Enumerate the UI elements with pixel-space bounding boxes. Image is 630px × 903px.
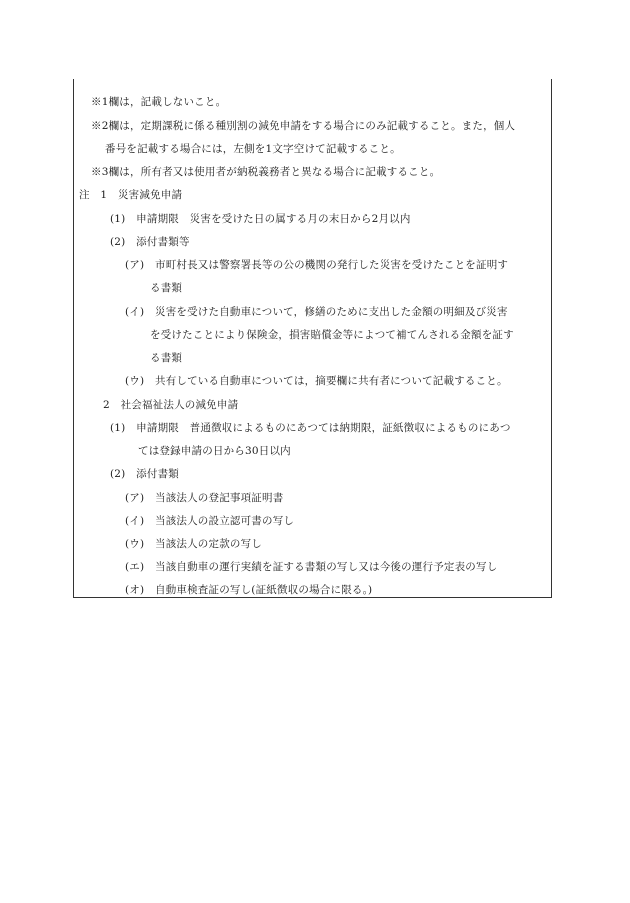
remark-3: ※3欄は，所有者又は使用者が納税義務者と異なる場合に記載すること。 <box>91 166 441 178</box>
note-2-period-line-1: (1) 申請期限 普通徴収によるものにあつては納期限，証紙徴収によるものにあつ <box>110 422 511 434</box>
note-1-heading: 注 1 災害減免申請 <box>79 189 183 201</box>
note-1-docs-heading: (2) 添付書類等 <box>110 236 190 248</box>
note-1-item-a-line-2: る書類 <box>150 282 183 294</box>
note-2-heading: 2 社会福祉法人の減免申請 <box>103 399 239 411</box>
note-2-item-a: (ア) 当該法人の登記事項証明書 <box>125 492 284 504</box>
note-1-item-i-line-1: (イ) 災害を受けた自動車について，修繕のために支出した金額の明細及び災害 <box>125 306 508 318</box>
note-2-docs-heading: (2) 添付書類 <box>110 468 179 480</box>
note-1-item-i-line-2: を受けたことにより保険金，損害賠償金等によつて補てんされる金額を証す <box>150 329 514 341</box>
note-1-period: (1) 申請期限 災害を受けた日の属する月の末日から2月以内 <box>110 213 411 225</box>
remark-2-line-1: ※2欄は，定期課税に係る種別割の減免申請をする場合にのみ記載すること。また，個人 <box>91 120 516 132</box>
note-2-item-e: (エ) 当該自動車の運行実績を証する書類の写し又は今後の運行予定表の写し <box>125 561 498 573</box>
note-2-item-o: (オ) 自動車検査証の写し(証紙徴収の場合に限る。) <box>125 584 373 596</box>
note-1-item-u: (ウ) 共有している自動車については，摘要欄に共有者について記載すること。 <box>125 375 508 387</box>
note-2-item-i: (イ) 当該法人の設立認可書の写し <box>125 515 295 527</box>
note-1-item-i-line-3: る書類 <box>150 352 183 364</box>
note-2-item-u: (ウ) 当該法人の定款の写し <box>125 538 262 550</box>
remark-2-line-2: 番号を記載する場合には，左側を1文字空けて記載すること。 <box>105 143 401 155</box>
note-2-period-line-2: ては登録申請の日から30日以内 <box>138 445 291 457</box>
remark-1: ※1欄は，記載しないこと。 <box>91 96 227 108</box>
note-1-item-a-line-1: (ア) 市町村長又は警察署長等の公の機関の発行した災害を受けたことを証明す <box>125 259 509 271</box>
